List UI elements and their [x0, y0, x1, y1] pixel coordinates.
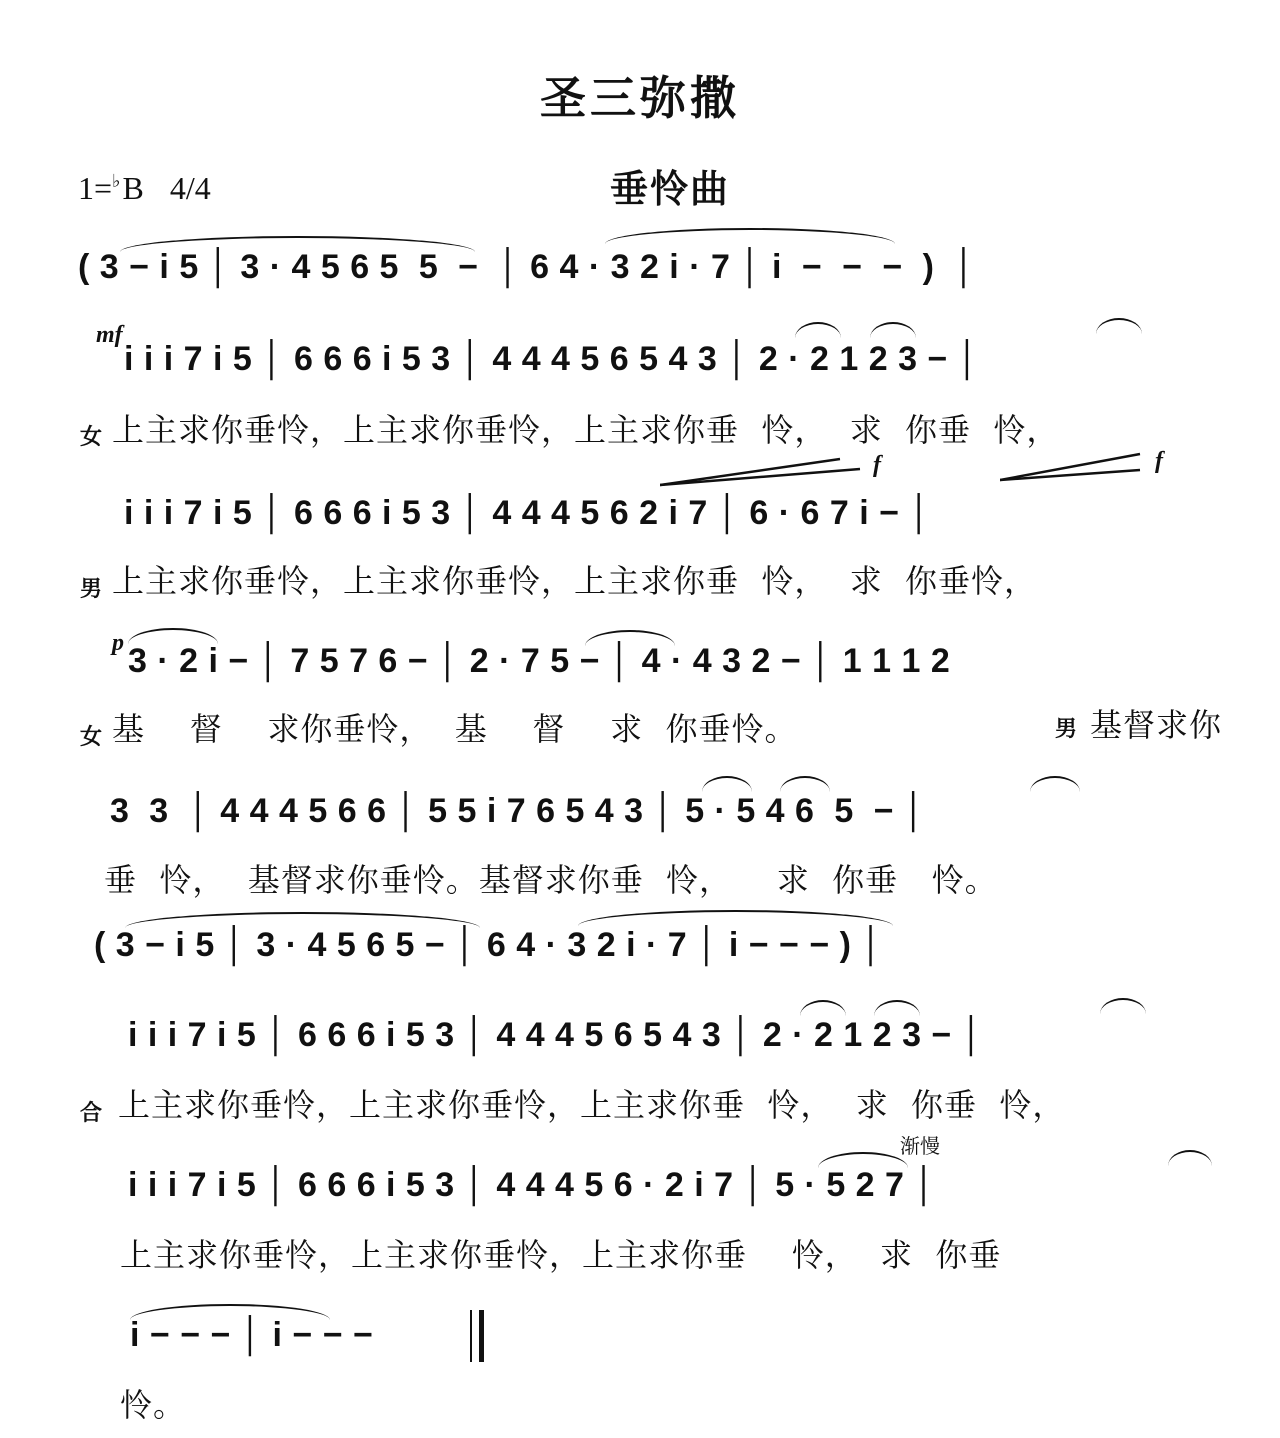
notation-row-9: i − − − │ i − − −	[130, 1316, 374, 1354]
notation-row-1: ( 3 − i 5 │ 3 · 4 5 6 5 5 − │ 6 4 · 3 2 i · 7 │ i − − − ) │	[78, 248, 977, 286]
notation-row-7: i i i 7 i 5 │ 6 6 6 i 5 3 │ 4 4 4 5 6 5 4 3 │ 2 · 2 1 2 3 − │	[128, 1016, 984, 1054]
key-signature	[78, 170, 211, 207]
dynamic-p: p	[112, 630, 124, 656]
crescendo-hairpin	[660, 455, 900, 495]
lyrics-row-3: 上主求你垂怜，上主求你垂怜，上主求你垂 怜， 求 你垂怜，	[112, 562, 1038, 600]
key-note: B	[122, 170, 144, 206]
notation-row-5: 3 3 │ 4 4 4 5 6 6 │ 5 5 i 7 6 5 4 3 │ 5 · 5 4 6 5 − │	[110, 792, 926, 830]
dynamic-f: f	[1155, 448, 1163, 474]
slur	[795, 322, 841, 338]
crescendo-hairpin	[1000, 450, 1160, 490]
notation-row-4: 3 · 2 i − │ 7 5 7 6 − │ 2 · 7 5 − │ 4 · 4 3 2 − │ 1 1 1 2	[128, 642, 951, 680]
voice-label-male: 男	[1055, 717, 1078, 742]
slur	[870, 322, 916, 338]
voice-label-male: 男	[80, 577, 103, 602]
slur	[1030, 776, 1080, 792]
flat-icon: ♭	[112, 171, 121, 191]
dynamic-mf: mf	[96, 322, 123, 348]
slur	[874, 1000, 920, 1016]
notation-row-2: i i i 7 i 5 │ 6 6 6 i 5 3 │ 4 4 4 5 6 5 4 3 │ 2 · 2 1 2 3 − │	[124, 340, 980, 378]
slur	[780, 776, 830, 792]
song-title: 圣三弥撒	[540, 71, 740, 125]
slur	[800, 1000, 846, 1016]
lyrics-row-4: 基 督 求你垂怜， 基 督 求 你垂怜。	[112, 710, 798, 748]
slur	[120, 236, 475, 252]
lyrics-row-2: 上主求你垂怜，上主求你垂怜，上主求你垂 怜， 求 你垂 怜，	[112, 411, 1060, 449]
voice-label-tutti: 合	[80, 1101, 103, 1126]
slur	[1096, 318, 1142, 334]
slur	[578, 910, 893, 926]
slur	[702, 776, 752, 792]
notation-row-8: i i i 7 i 5 │ 6 6 6 i 5 3 │ 4 4 4 5 6 · 2 i 7 │ 5 · 5 2 7 │	[128, 1166, 937, 1204]
dynamic-f: f	[873, 452, 881, 478]
lyrics-row-9: 怜。	[120, 1386, 187, 1424]
key-tonic: 1=	[78, 170, 113, 206]
tempo-mark-ritardando: 渐慢	[900, 1134, 940, 1158]
lyrics-row-8: 上主求你垂怜，上主求你垂怜，上主求你垂 怜， 求 你垂	[120, 1236, 1002, 1274]
slur	[125, 912, 480, 928]
slur	[605, 228, 895, 244]
time-signature: 4/4	[169, 170, 211, 206]
slur	[585, 630, 675, 646]
notation-row-3: i i i 7 i 5 │ 6 6 6 i 5 3 │ 4 4 4 5 6 2 i 7 │ 6 · 6 7 i − │	[124, 494, 932, 532]
lyrics-row-5: 垂 怜， 基督求你垂怜。基督求你垂 怜， 求 你垂 怜。	[104, 861, 998, 899]
slur	[128, 628, 218, 644]
slur	[1168, 1150, 1212, 1166]
lyrics-row-7: 上主求你垂怜，上主求你垂怜，上主求你垂 怜， 求 你垂 怜，	[118, 1086, 1066, 1124]
final-double-barline	[470, 1310, 484, 1362]
lyrics-row-4-tail: 基督求你	[1090, 706, 1223, 744]
section-title: 垂怜曲	[609, 167, 730, 211]
voice-label-female: 女	[80, 725, 103, 750]
notation-row-6: ( 3 − i 5 │ 3 · 4 5 6 5 − │ 6 4 · 3 2 i · 7 │ i − − − ) │	[94, 926, 884, 964]
slur	[1100, 998, 1146, 1014]
voice-label-female: 女	[80, 425, 103, 450]
